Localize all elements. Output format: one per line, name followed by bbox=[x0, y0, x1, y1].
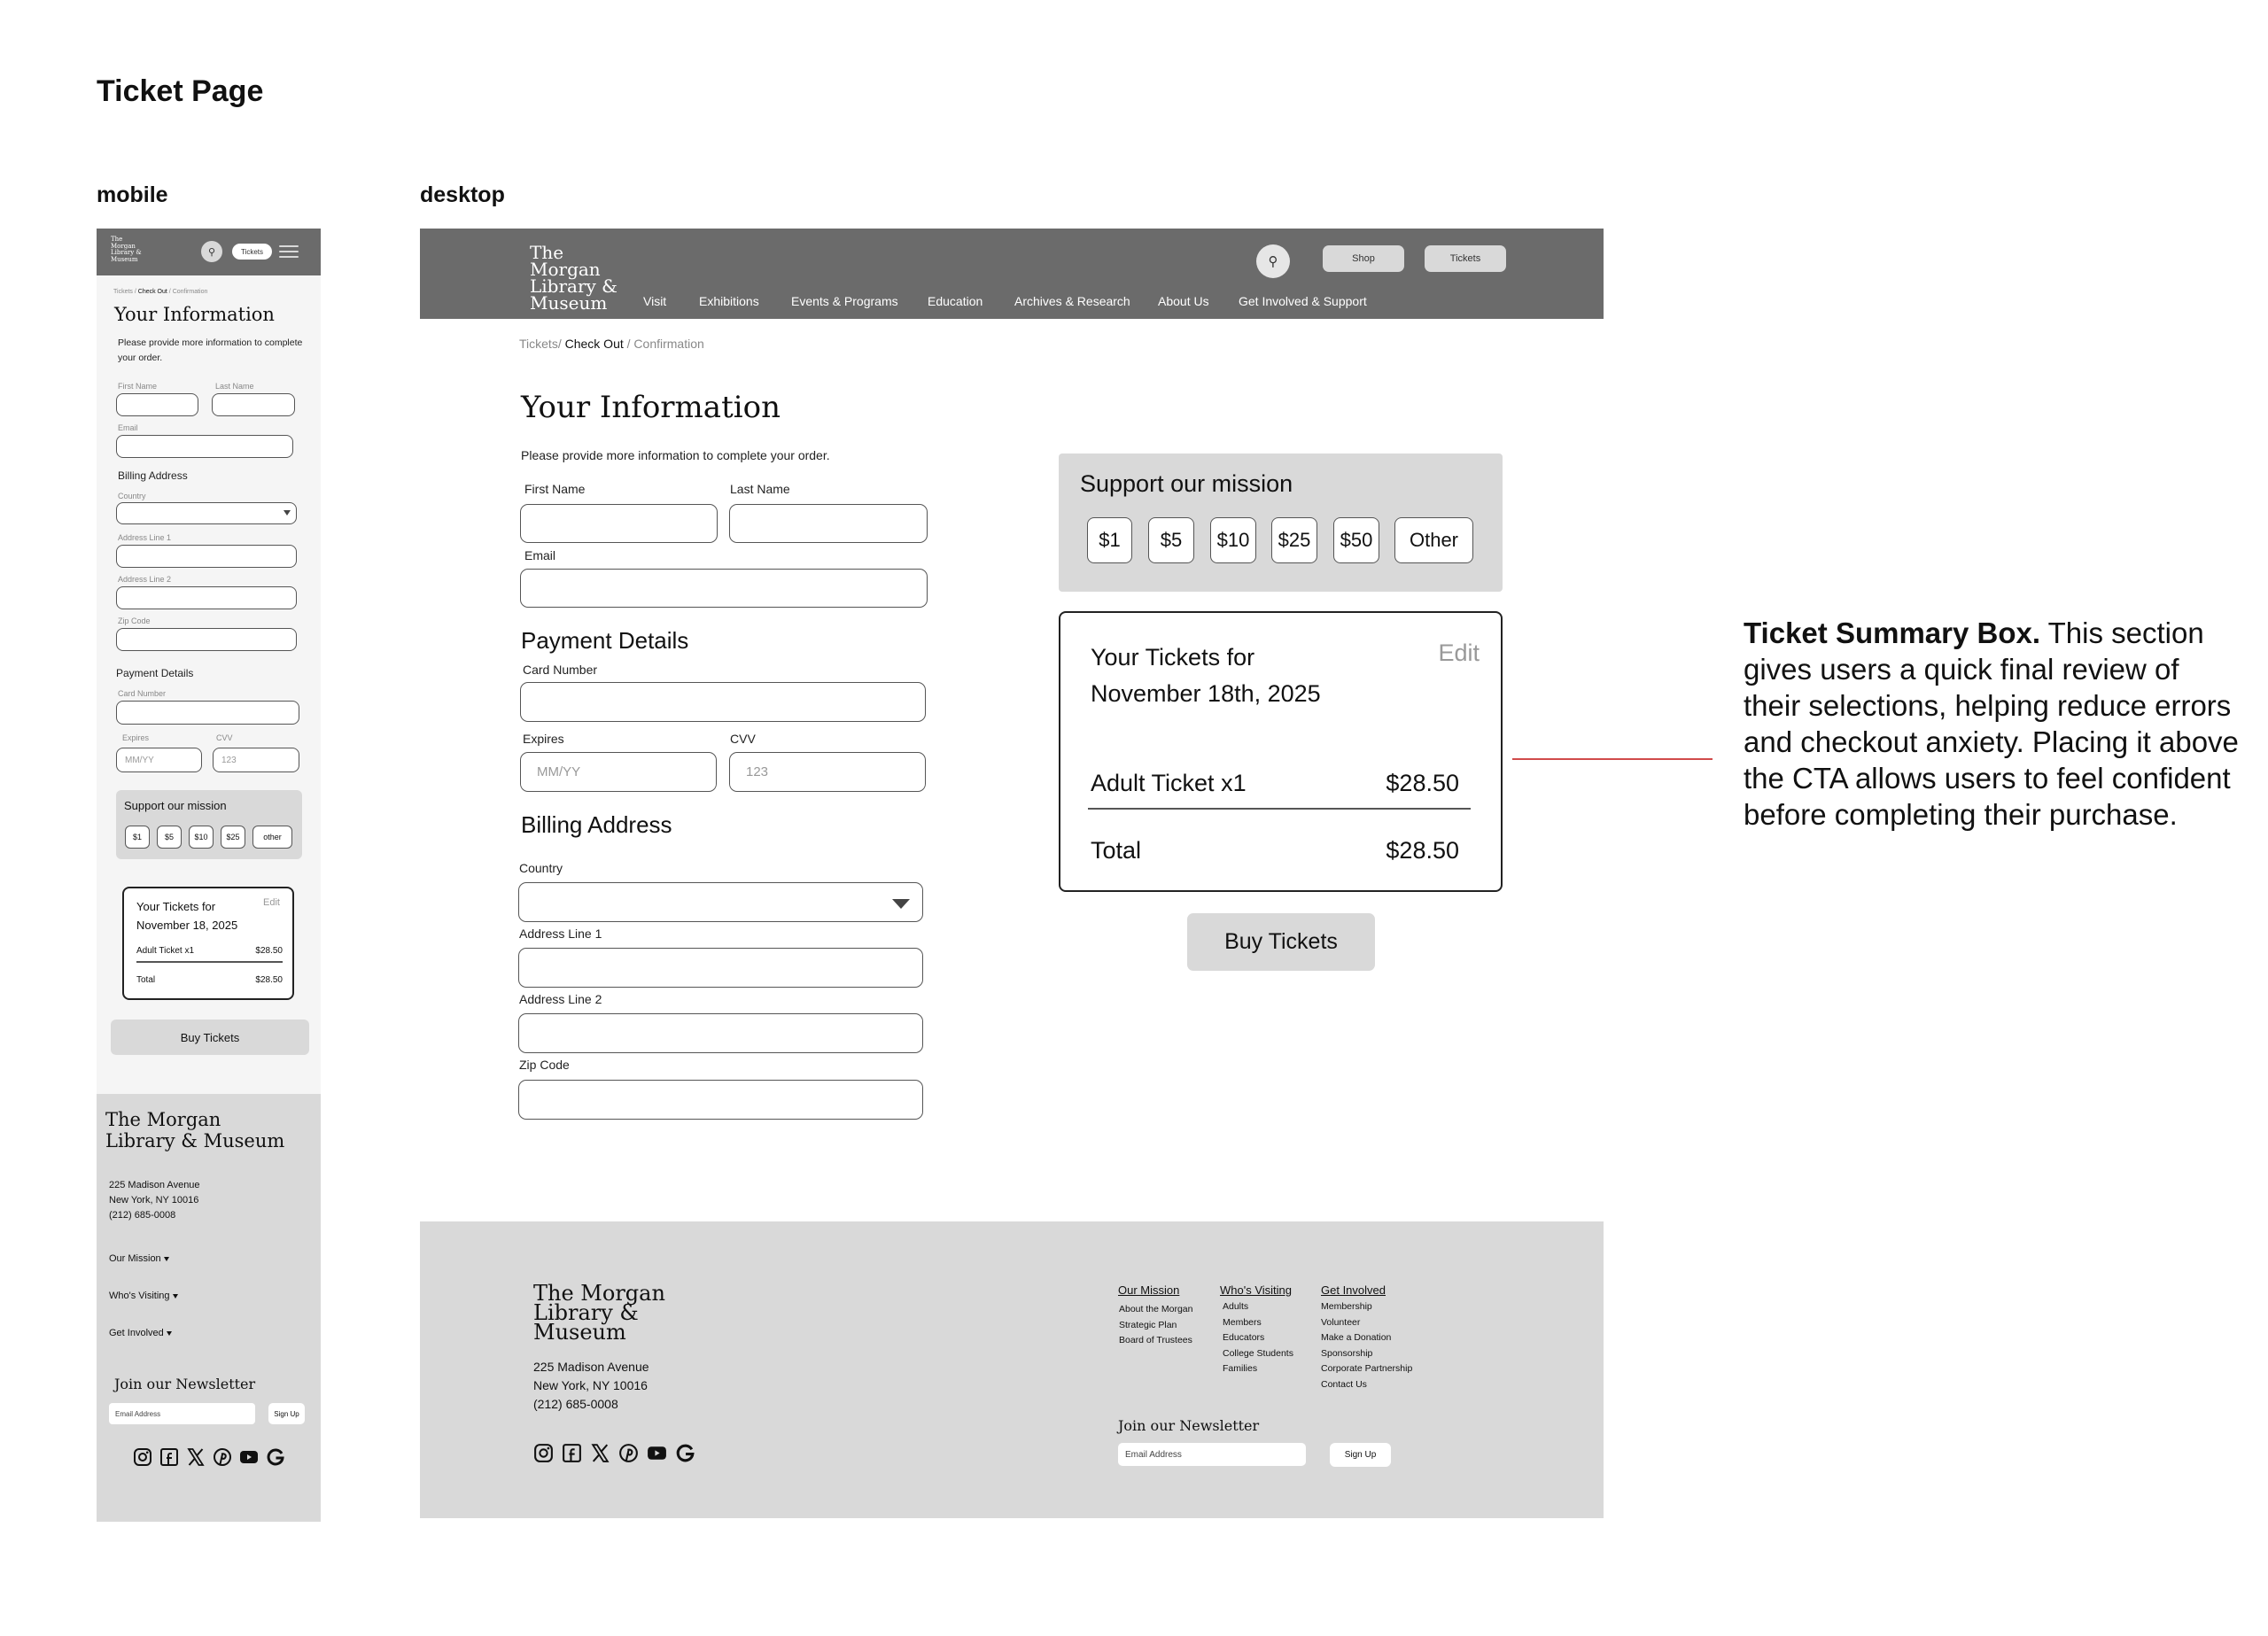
pinterest-icon[interactable] bbox=[212, 1446, 233, 1468]
nav-archives-research[interactable]: Archives & Research bbox=[1014, 294, 1130, 308]
ticket-item-price: $28.50 bbox=[1386, 770, 1459, 796]
nav-about-us[interactable]: About Us bbox=[1158, 294, 1209, 308]
mobile-mockup bbox=[97, 229, 321, 1522]
desktop-label: desktop bbox=[420, 182, 505, 207]
country-select[interactable] bbox=[518, 882, 923, 922]
logo-line1: The bbox=[530, 242, 564, 263]
footer-col-whos-visiting-links bbox=[1223, 1299, 1293, 1377]
expires-field[interactable]: MM/YY bbox=[520, 752, 717, 792]
footer-link[interactable]: Make a Donation bbox=[1321, 1332, 1392, 1343]
chevron-down-icon bbox=[164, 1257, 169, 1261]
donate-other-button[interactable]: Other bbox=[1394, 517, 1473, 563]
summary-title-line1: Your Tickets for bbox=[136, 900, 216, 913]
cvv-field[interactable]: 123 bbox=[213, 748, 299, 772]
footer-link[interactable]: Volunteer bbox=[1321, 1316, 1361, 1328]
nav-events-programs[interactable]: Events & Programs bbox=[791, 294, 898, 308]
donate-other-button[interactable]: other bbox=[252, 826, 292, 849]
zip-label: Zip Code bbox=[118, 616, 151, 625]
billing-heading: Billing Address bbox=[521, 811, 672, 838]
nav-exhibitions[interactable]: Exhibitions bbox=[699, 294, 759, 308]
card-number-field[interactable] bbox=[520, 682, 926, 722]
breadcrumb-checkout: Check Out bbox=[137, 289, 167, 295]
instagram-icon[interactable] bbox=[132, 1446, 153, 1468]
footer-link-label: Our Mission bbox=[109, 1253, 161, 1264]
annotation-connector-line bbox=[1512, 758, 1713, 760]
donate-50-button[interactable]: $50 bbox=[1333, 517, 1379, 563]
footer-link[interactable]: Board of Trustees bbox=[1119, 1335, 1192, 1345]
card-number-label: Card Number bbox=[118, 689, 167, 698]
buy-tickets-button[interactable]: Buy Tickets bbox=[1187, 913, 1375, 971]
x-icon[interactable] bbox=[185, 1446, 206, 1468]
address-line1: 225 Madison Avenue bbox=[533, 1360, 649, 1374]
instagram-icon[interactable] bbox=[532, 1442, 555, 1464]
annotation-note bbox=[1744, 615, 2240, 833]
summary-title-line1: Your Tickets for bbox=[1091, 644, 1255, 671]
address1-field[interactable] bbox=[116, 545, 297, 568]
donate-10-button[interactable]: $10 bbox=[189, 826, 214, 849]
donate-5-button[interactable]: $5 bbox=[157, 826, 182, 849]
phone: (212) 685-0008 bbox=[109, 1210, 176, 1221]
pinterest-icon[interactable] bbox=[617, 1442, 640, 1464]
first-name-field[interactable] bbox=[520, 504, 718, 543]
donate-1-button[interactable]: $1 bbox=[1087, 517, 1132, 563]
address-line2: New York, NY 10016 bbox=[109, 1195, 199, 1206]
zip-label: Zip Code bbox=[519, 1058, 570, 1072]
footer-link[interactable]: College Students bbox=[1223, 1347, 1293, 1359]
last-name-field[interactable] bbox=[729, 504, 928, 543]
breadcrumb-tickets[interactable]: Tickets bbox=[113, 289, 133, 295]
breadcrumb bbox=[519, 337, 704, 351]
last-name-label: Last Name bbox=[730, 482, 790, 496]
page-heading: Your Information bbox=[114, 304, 275, 325]
edit-link[interactable]: Edit bbox=[263, 897, 280, 908]
logo-line2: Morgan bbox=[530, 259, 601, 280]
newsletter-email-input[interactable]: Email Address bbox=[109, 1403, 255, 1424]
dropdown-caret-icon bbox=[284, 510, 291, 516]
zip-field[interactable] bbox=[518, 1080, 923, 1120]
address-line2: New York, NY 10016 bbox=[533, 1378, 648, 1392]
page-heading: Your Information bbox=[521, 390, 781, 425]
desktop-footer bbox=[420, 1221, 1604, 1518]
breadcrumb-checkout: Check Out bbox=[564, 337, 624, 351]
first-name-label: First Name bbox=[118, 382, 158, 391]
newsletter-email-input[interactable]: Email Address bbox=[1118, 1443, 1306, 1466]
footer-col-our-mission-links bbox=[1119, 1302, 1192, 1349]
email-field[interactable] bbox=[520, 569, 928, 608]
total-label: Total bbox=[136, 975, 156, 985]
footer-col-get-involved[interactable]: Get Involved bbox=[1321, 1283, 1386, 1297]
buy-tickets-button[interactable]: Buy Tickets bbox=[111, 1020, 309, 1055]
tickets-button[interactable]: Tickets bbox=[1425, 245, 1506, 272]
footer-link[interactable]: Membership bbox=[1321, 1301, 1372, 1312]
mobile-label: mobile bbox=[97, 182, 168, 207]
donate-1-button[interactable]: $1 bbox=[125, 826, 150, 849]
menu-icon[interactable] bbox=[279, 244, 299, 260]
description: Please provide more information to complete your order. bbox=[521, 448, 830, 462]
logo[interactable] bbox=[530, 244, 617, 312]
footer-link-label: Who's Visiting bbox=[109, 1291, 170, 1301]
address1-label: Address Line 1 bbox=[519, 927, 602, 941]
nav-visit[interactable]: Visit bbox=[643, 294, 667, 308]
logo-line3: Library & bbox=[530, 275, 617, 297]
expires-label: Expires bbox=[122, 733, 150, 742]
footer-name-line1: The Morgan bbox=[533, 1281, 665, 1306]
address2-field[interactable] bbox=[518, 1013, 923, 1053]
address1-field[interactable] bbox=[518, 948, 923, 988]
address1-label: Address Line 1 bbox=[118, 533, 172, 542]
annotation-body: This section gives users a quick final review of their selections, helping reduce errors and checkout anxiety. Placing it above the CTA allows users to feel confident before completing their purchase. bbox=[1744, 616, 2239, 831]
summary-date: November 18, 2025 bbox=[136, 919, 238, 932]
footer-link-whos-visiting[interactable] bbox=[109, 1291, 178, 1301]
social-links bbox=[132, 1446, 286, 1468]
x-icon[interactable] bbox=[589, 1442, 611, 1464]
newsletter-heading: Join our Newsletter bbox=[114, 1376, 256, 1392]
facebook-icon[interactable] bbox=[159, 1446, 180, 1468]
summary-divider bbox=[1088, 808, 1471, 810]
support-mission-box bbox=[116, 790, 302, 859]
phone: (212) 685-0008 bbox=[533, 1397, 618, 1411]
footer-address bbox=[533, 1358, 649, 1414]
cvv-label: CVV bbox=[730, 732, 756, 746]
footer-logo bbox=[105, 1109, 284, 1151]
first-name-field[interactable] bbox=[116, 393, 198, 416]
donate-25-button[interactable]: $25 bbox=[1271, 517, 1317, 563]
page-title: Ticket Page bbox=[97, 74, 264, 108]
total-price: $28.50 bbox=[255, 975, 283, 985]
footer-name-line2: Library & bbox=[533, 1300, 639, 1325]
mobile-checkout bbox=[97, 275, 321, 1094]
support-title: Support our mission bbox=[124, 799, 227, 812]
search-icon[interactable]: ⚲ bbox=[1256, 244, 1290, 278]
newsletter-signup-button[interactable]: Sign Up bbox=[1330, 1443, 1391, 1467]
address2-label: Address Line 2 bbox=[118, 575, 172, 584]
ticket-item: Adult Ticket x1 bbox=[136, 946, 195, 956]
logo[interactable]: The Morgan Library & Museum bbox=[111, 236, 142, 263]
footer-name-line1: The Morgan bbox=[105, 1109, 221, 1130]
ticket-summary-box bbox=[1059, 611, 1503, 892]
social-links bbox=[532, 1442, 696, 1464]
chevron-down-icon bbox=[167, 1331, 172, 1336]
total-label: Total bbox=[1091, 837, 1142, 864]
breadcrumb-confirmation: / Confirmation bbox=[626, 337, 704, 351]
country-label: Country bbox=[118, 492, 146, 500]
footer-link-get-involved[interactable] bbox=[109, 1328, 172, 1338]
donate-10-button[interactable]: $10 bbox=[1210, 517, 1256, 563]
billing-heading: Billing Address bbox=[118, 469, 188, 482]
logo-line4: Museum bbox=[530, 292, 608, 314]
breadcrumb-tickets[interactable]: Tickets/ bbox=[519, 337, 562, 351]
tickets-button[interactable]: Tickets bbox=[232, 244, 272, 260]
first-name-label: First Name bbox=[524, 482, 586, 496]
footer-link[interactable]: Corporate Partnership bbox=[1321, 1363, 1413, 1374]
zip-field[interactable] bbox=[116, 628, 297, 651]
chevron-down-icon bbox=[173, 1294, 178, 1299]
mobile-footer bbox=[97, 1094, 321, 1522]
footer-col-whos-visiting[interactable]: Who's Visiting bbox=[1220, 1283, 1292, 1297]
total-price: $28.50 bbox=[1386, 837, 1459, 864]
email-field[interactable] bbox=[116, 435, 293, 458]
breadcrumb: Tickets / Check Out / Confirmation bbox=[113, 289, 208, 295]
country-select[interactable] bbox=[116, 502, 297, 524]
google-icon[interactable] bbox=[674, 1442, 696, 1464]
ticket-summary-box bbox=[122, 887, 294, 1000]
address-line1: 225 Madison Avenue bbox=[109, 1180, 200, 1190]
facebook-icon[interactable] bbox=[561, 1442, 583, 1464]
annotation-title: Ticket Summary Box. bbox=[1744, 616, 2041, 649]
newsletter-heading: Join our Newsletter bbox=[1118, 1417, 1260, 1434]
footer-link[interactable]: Members bbox=[1223, 1316, 1262, 1328]
nav-get-involved[interactable]: Get Involved & Support bbox=[1239, 294, 1367, 308]
card-number-label: Card Number bbox=[523, 663, 598, 677]
search-icon[interactable]: ⚲ bbox=[201, 241, 222, 262]
footer-link[interactable]: Contact Us bbox=[1321, 1378, 1367, 1390]
payment-heading: Payment Details bbox=[521, 627, 689, 654]
desktop-header bbox=[420, 229, 1604, 319]
cvv-label: CVV bbox=[216, 733, 233, 742]
description: Please provide more information to complete your order. bbox=[118, 337, 303, 363]
newsletter-signup-button[interactable]: Sign Up bbox=[268, 1403, 305, 1424]
google-icon[interactable] bbox=[265, 1446, 286, 1468]
footer-link[interactable]: Strategic Plan bbox=[1119, 1319, 1177, 1330]
country-label: Country bbox=[519, 861, 563, 875]
youtube-icon[interactable] bbox=[646, 1442, 668, 1464]
ticket-item: Adult Ticket x1 bbox=[1091, 770, 1247, 796]
footer-name-line3: Museum bbox=[533, 1320, 626, 1345]
donate-5-button[interactable]: $5 bbox=[1148, 517, 1194, 563]
support-mission-box bbox=[1059, 454, 1503, 592]
last-name-field[interactable] bbox=[212, 393, 295, 416]
dropdown-caret-icon bbox=[892, 899, 910, 909]
last-name-label: Last Name bbox=[215, 382, 254, 391]
ticket-item-price: $28.50 bbox=[255, 946, 283, 956]
email-label: Email bbox=[524, 548, 556, 562]
footer-link[interactable]: About the Morgan bbox=[1119, 1304, 1193, 1314]
summary-divider bbox=[136, 961, 283, 963]
address2-label: Address Line 2 bbox=[519, 992, 602, 1006]
payment-heading: Payment Details bbox=[116, 667, 194, 679]
footer-link[interactable]: Adults bbox=[1223, 1301, 1249, 1312]
card-number-field[interactable] bbox=[116, 701, 299, 725]
shop-button[interactable]: Shop bbox=[1323, 245, 1404, 272]
cvv-field[interactable]: 123 bbox=[729, 752, 926, 792]
footer-name-line2: Library & Museum bbox=[105, 1130, 285, 1151]
footer-address bbox=[109, 1178, 200, 1223]
expires-label: Expires bbox=[523, 732, 564, 746]
footer-col-get-involved-links bbox=[1321, 1299, 1412, 1392]
footer-link[interactable]: Families bbox=[1223, 1363, 1258, 1374]
summary-date: November 18th, 2025 bbox=[1091, 680, 1321, 707]
footer-link[interactable]: Educators bbox=[1223, 1332, 1265, 1343]
edit-link[interactable]: Edit bbox=[1438, 640, 1480, 666]
email-label: Email bbox=[118, 423, 138, 432]
summary-title bbox=[136, 897, 237, 934]
address2-field[interactable] bbox=[116, 586, 297, 609]
footer-link-label: Get Involved bbox=[109, 1328, 164, 1338]
youtube-icon[interactable] bbox=[238, 1446, 260, 1468]
mobile-header bbox=[97, 229, 321, 275]
footer-col-our-mission[interactable]: Our Mission bbox=[1118, 1283, 1180, 1297]
footer-link[interactable]: Sponsorship bbox=[1321, 1347, 1373, 1359]
desktop-mockup bbox=[420, 229, 1604, 1518]
footer-link-our-mission[interactable] bbox=[109, 1253, 169, 1264]
donate-25-button[interactable]: $25 bbox=[221, 826, 245, 849]
expires-field[interactable]: MM/YY bbox=[116, 748, 202, 772]
summary-title bbox=[1091, 640, 1321, 712]
support-title: Support our mission bbox=[1080, 470, 1293, 497]
breadcrumb-confirmation: Confirmation bbox=[172, 289, 208, 295]
footer-logo bbox=[533, 1281, 665, 1345]
nav-education[interactable]: Education bbox=[928, 294, 983, 308]
